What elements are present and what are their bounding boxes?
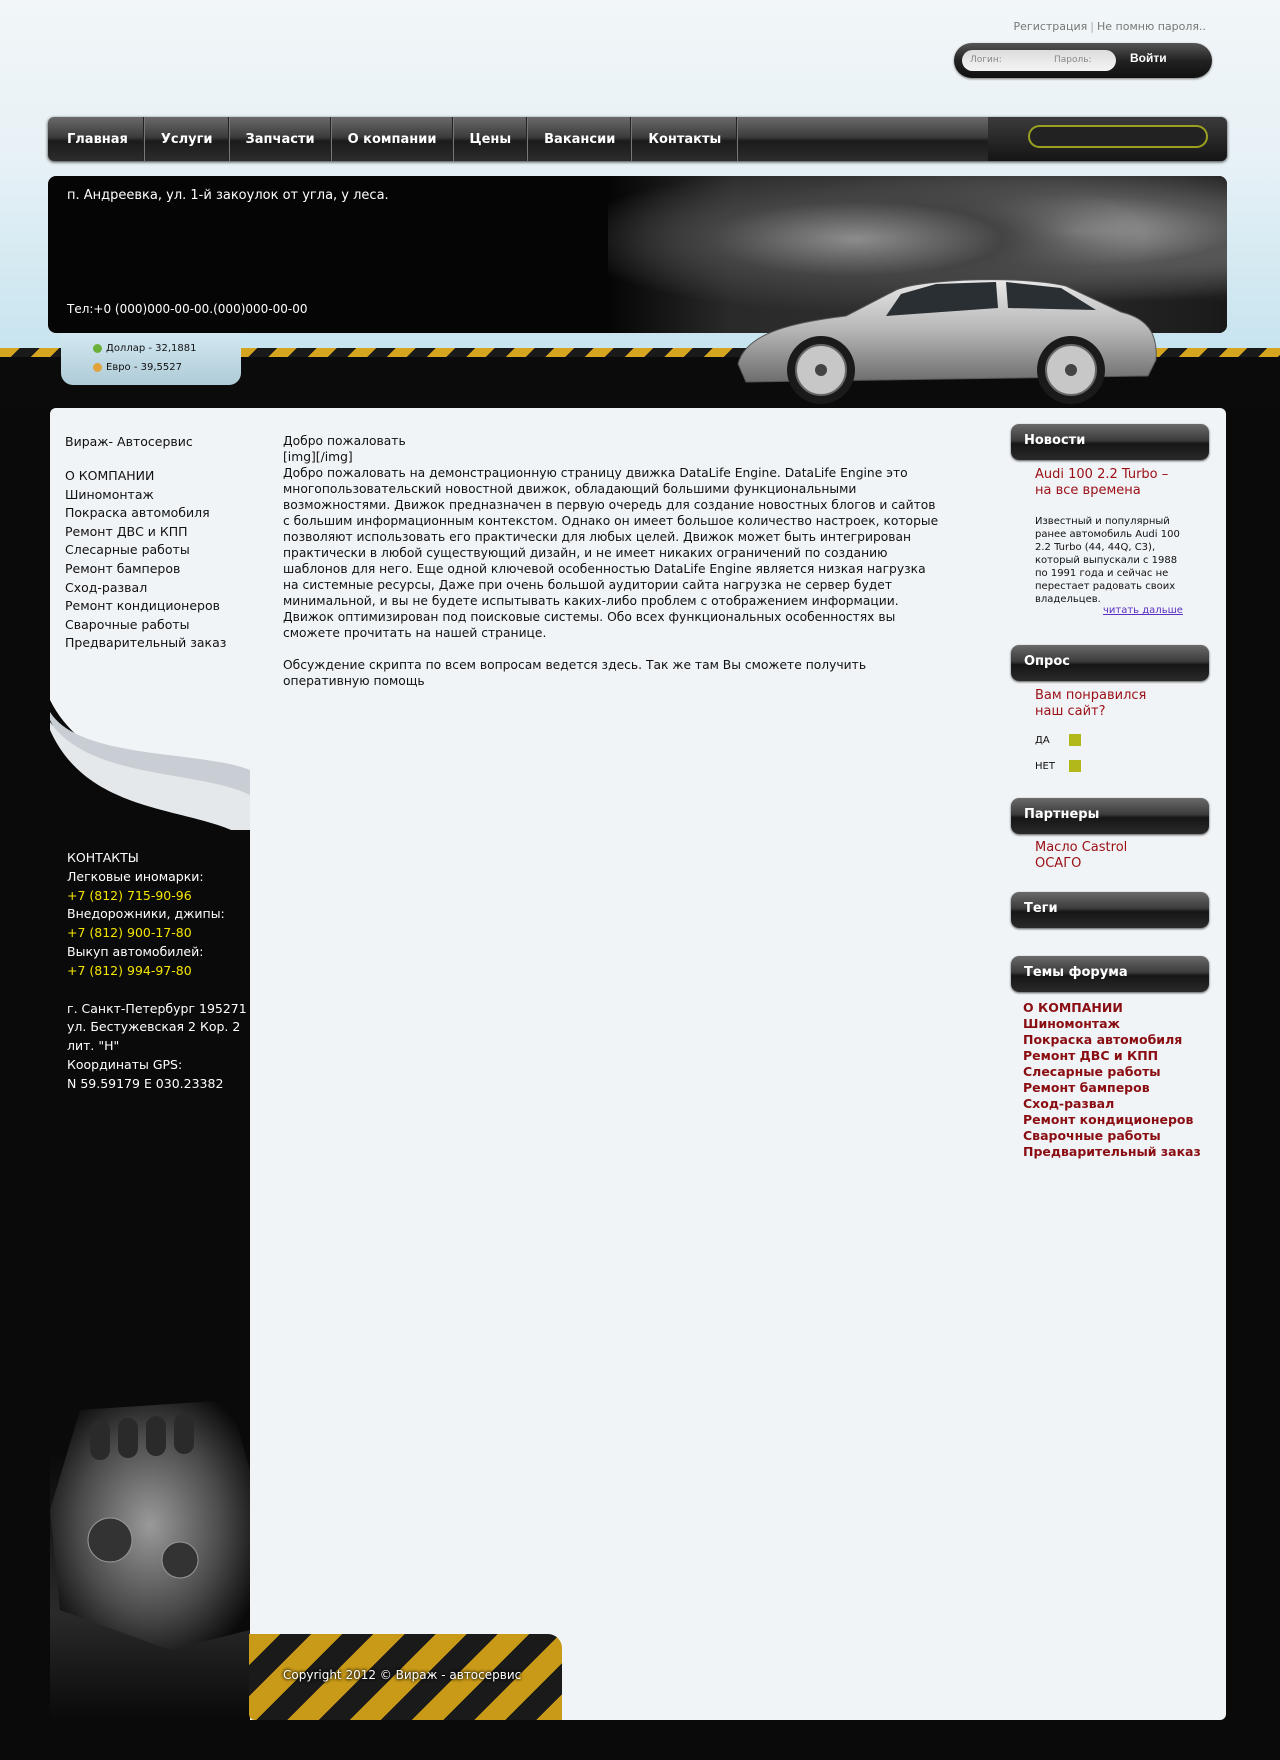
login-fields xyxy=(962,50,1116,71)
forum-topic-link[interactable]: Ремонт ДВС и КПП xyxy=(1023,1048,1159,1063)
phone-cars: +7 (812) 715-90-96 xyxy=(67,887,192,903)
gps-label: Координаты GPS: xyxy=(67,1056,183,1072)
site-name: Вираж- Автосервис xyxy=(65,434,193,449)
login-input[interactable]: Логин: xyxy=(970,55,1002,65)
sidebar-item[interactable]: О КОМПАНИИ xyxy=(65,468,155,483)
sidebar-item[interactable]: Предварительный заказ xyxy=(65,635,227,651)
contacts-label-suv: Внедорожники, джипы: xyxy=(67,906,225,922)
nav-item[interactable]: Главная xyxy=(48,117,145,161)
forum-topic-link[interactable]: Сварочные работы xyxy=(1023,1128,1161,1143)
forum-topic-link[interactable]: Ремонт бамперов xyxy=(1023,1080,1150,1095)
article xyxy=(283,433,943,689)
forum-topic-link[interactable]: Покраска автомобиля xyxy=(1023,1032,1183,1047)
news-text: Известный и популярный ранее автомобиль Audi 100 2.2 Turbo (44, 44Q, C3), который выпускали с 1988 по 1991 года и сейчас не перестает радовать своих владельцев. xyxy=(1035,516,1180,605)
poll-option-yes-label: ДА xyxy=(1035,734,1050,746)
sidebar-item[interactable]: Шиномонтаж xyxy=(65,486,154,502)
partner-link[interactable]: Масло Castrol xyxy=(1035,840,1128,855)
banner-phone: Тел:+0 (000)000-00-00.(000)000-00-00 xyxy=(67,302,308,316)
partners-header: Партнеры xyxy=(1011,798,1209,834)
search-input[interactable] xyxy=(1028,125,1208,148)
sidebar-item[interactable]: Покраска автомобиля xyxy=(65,505,210,521)
article-title: Добро пожаловать xyxy=(283,434,406,448)
forgot-password-link[interactable]: Не помню пароля.. xyxy=(1097,20,1206,33)
forum-topic-link[interactable]: Ремонт кондиционеров xyxy=(1023,1112,1194,1127)
sidebar-item[interactable]: Ремонт бамперов xyxy=(65,560,181,576)
sidebar-item[interactable]: Ремонт ДВС и КПП xyxy=(65,523,188,539)
poll-option-no-label: НЕТ xyxy=(1035,760,1055,772)
car-image xyxy=(726,272,1166,408)
nav-item[interactable]: Вакансии xyxy=(528,117,632,161)
contacts-title: КОНТАКТЫ xyxy=(67,850,139,865)
partner-link[interactable]: ОСАГО xyxy=(1035,856,1082,871)
sidebar-swoosh-decoration xyxy=(50,700,250,840)
currency-rates xyxy=(61,333,241,385)
phone-buyout: +7 (812) 994-97-80 xyxy=(67,962,192,978)
read-more-link[interactable]: читать дальше xyxy=(1103,605,1183,616)
sidebar-item[interactable]: Ремонт кондиционеров xyxy=(65,598,220,614)
address-line-2: ул. Бестужевская 2 Кор. 2 xyxy=(67,1019,241,1035)
sidebar-item[interactable]: Сход-развал xyxy=(65,579,148,595)
euro-icon xyxy=(93,363,102,372)
sidebar-item[interactable]: Слесарные работы xyxy=(65,542,190,558)
address-line-3: лит. "Н" xyxy=(67,1038,120,1054)
login-button[interactable]: Войти xyxy=(1130,51,1167,65)
tags-header: Теги xyxy=(1011,892,1209,928)
nav-item[interactable]: Запчасти xyxy=(230,117,332,161)
forum-header: Темы форума xyxy=(1011,956,1209,992)
partners-list xyxy=(1035,840,1127,872)
eur-rate: Евро - 39,5527 xyxy=(106,362,182,373)
register-link[interactable]: Регистрация xyxy=(1013,20,1088,33)
gps-coordinates: N 59.59179 E 030.23382 xyxy=(67,1075,224,1091)
phone-suv: +7 (812) 900-17-80 xyxy=(67,925,192,941)
poll-question: Вам понравился наш сайт? xyxy=(1035,688,1147,719)
news-title-link[interactable]: Audi 100 2.2 Turbo – на все времена xyxy=(1035,467,1169,498)
article-body: Добро пожаловать на демонстрационную страницу движка DataLife Engine. DataLife Engine это многопользовательский новостной движок, обладающий большими функциональными возможностями. Движок предназначен в первую очередь для создание новостных блогов и сайтов с большим информационным контекстом. Однако он имеет большое количество настроек, которые позволяют использовать его практически для любых целей. Движок может быть интегрирован практически в любой существующий дизайн, и не имеет никаких ограничений по созданию шаблонов для него. Еще одной ключевой особенностью DataLife Engine является низкая нагрузка на системные ресурсы, Даже при очень большой аудитории сайта нагрузка не сервер будет минимальной, и вы не будете испытывать каких-либо проблем с отображением информации. Движок оптимизирован под поисковые системы. Обо всех функциональных особенностях вы сможете прочитать на нашей странице. xyxy=(283,466,939,640)
engine-image xyxy=(50,1390,250,1660)
poll-option-no[interactable] xyxy=(1035,760,1081,772)
login-form xyxy=(954,43,1212,78)
top-links-separator: | xyxy=(1090,20,1094,33)
contacts-label-buyout: Выкуп автомобилей: xyxy=(67,943,204,959)
forum-topic-link[interactable]: Слесарные работы xyxy=(1023,1064,1161,1079)
poll-yes-box[interactable] xyxy=(1069,734,1081,746)
nav-item[interactable]: О компании xyxy=(332,117,454,161)
copyright: Copyright 2012 © Вираж - автосервис xyxy=(283,1668,522,1682)
address-line-1: г. Санкт-Петербург 195271 xyxy=(67,1000,247,1016)
contacts-label-cars: Легковые иномарки: xyxy=(67,868,204,884)
nav-item[interactable]: Цены xyxy=(454,117,529,161)
poll-header: Опрос xyxy=(1011,645,1209,681)
sidebar-items xyxy=(65,467,226,653)
forum-topic-link[interactable]: О КОМПАНИИ xyxy=(1023,1000,1123,1015)
poll-no-box[interactable] xyxy=(1069,760,1081,772)
forum-topic-link[interactable]: Предварительный заказ xyxy=(1023,1144,1201,1159)
forum-topic-link[interactable]: Шиномонтаж xyxy=(1023,1016,1120,1031)
password-input[interactable]: Пароль: xyxy=(1054,55,1092,65)
sidebar-menu xyxy=(65,434,226,653)
news-header: Новости xyxy=(1011,424,1209,460)
forum-topics xyxy=(1023,1000,1201,1160)
forum-topic-link[interactable]: Сход-развал xyxy=(1023,1096,1115,1111)
poll-option-yes[interactable] xyxy=(1035,734,1081,746)
nav-item[interactable]: Контакты xyxy=(632,117,738,161)
footer xyxy=(249,1634,562,1720)
main-navigation xyxy=(48,117,1227,161)
article-img-tag: [img][/img] xyxy=(283,450,353,464)
usd-rate: Доллар - 32,1881 xyxy=(106,343,197,354)
contacts-block xyxy=(67,849,247,1094)
sidebar-item[interactable]: Сварочные работы xyxy=(65,616,190,632)
banner-address: п. Андреевка, ул. 1-й закоулок от угла, у леса. xyxy=(67,188,389,203)
top-links xyxy=(1014,20,1206,33)
nav-item[interactable]: Услуги xyxy=(145,117,230,161)
article-discussion: Обсуждение скрипта по всем вопросам ведется здесь. Так же там Вы сможете получить оперативную помощь xyxy=(283,658,867,688)
dollar-icon xyxy=(93,344,102,353)
